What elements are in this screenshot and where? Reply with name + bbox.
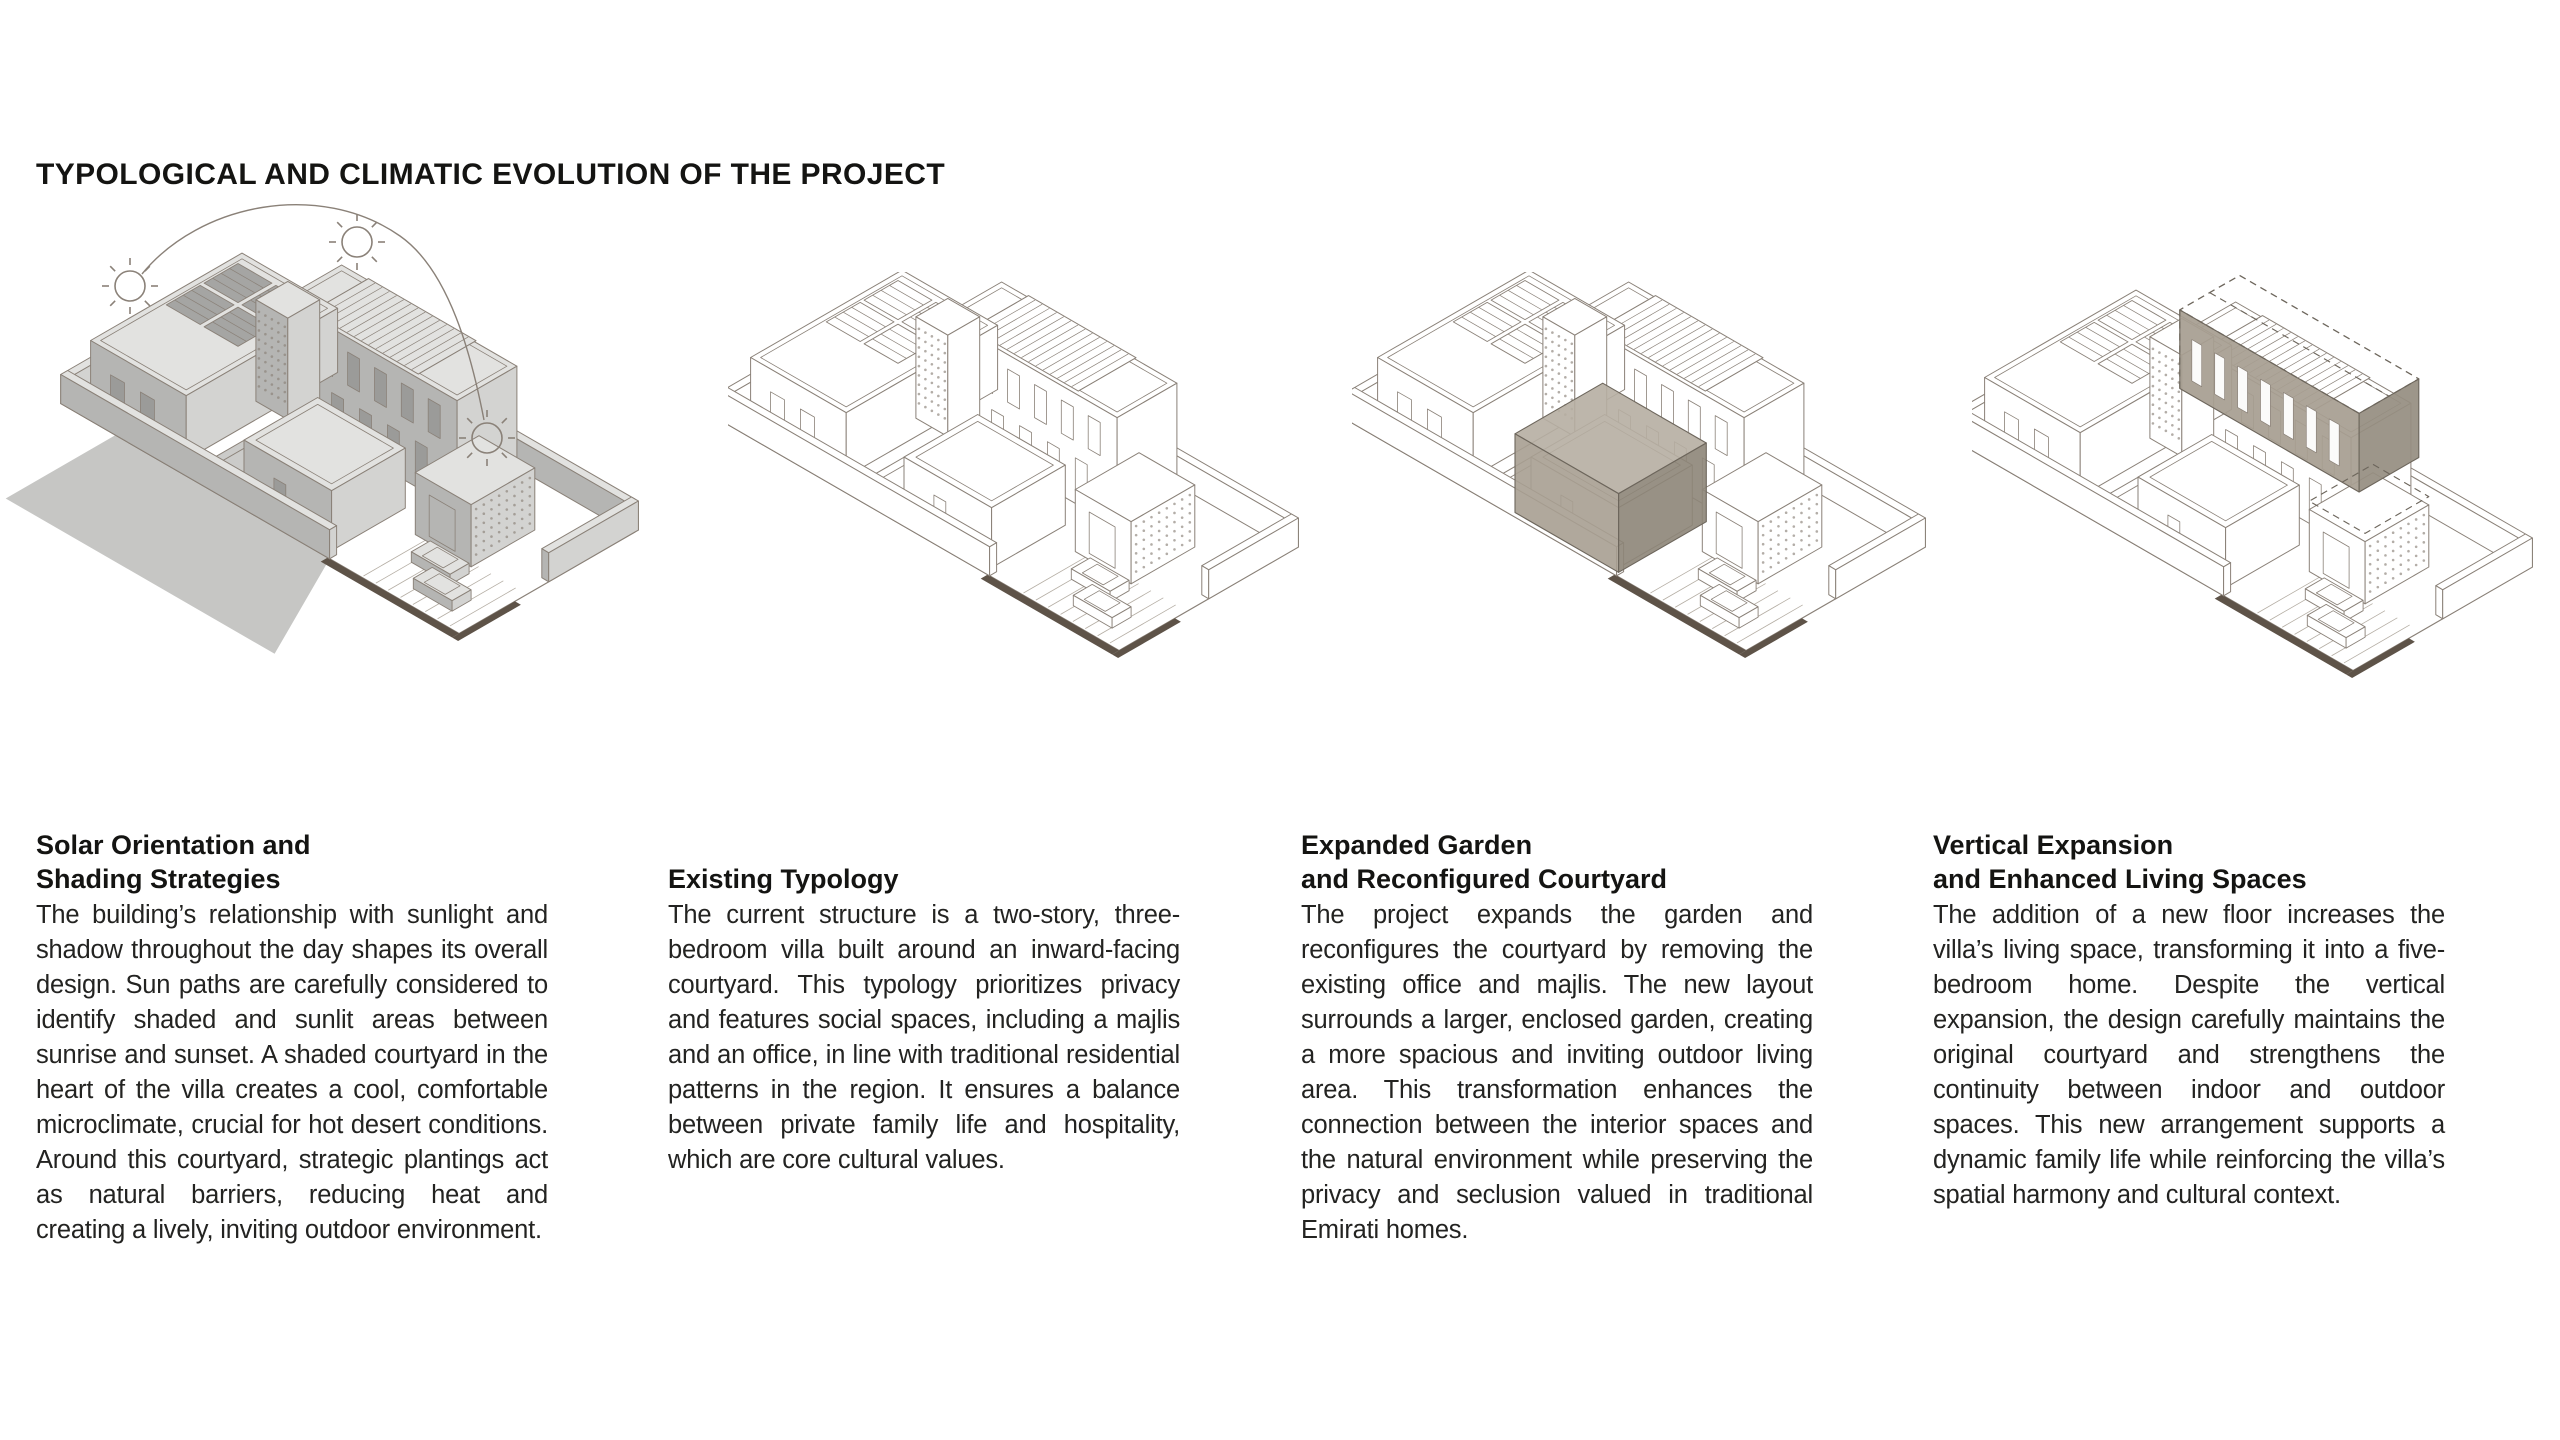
panel-heading <box>1301 828 1813 896</box>
panel-expanded-garden <box>1301 828 1813 1248</box>
panel-heading-line: Shading Strategies <box>36 864 281 894</box>
panel-vertical-expansion <box>1933 828 2445 1213</box>
panel-heading <box>1933 828 2445 896</box>
panel-existing-typology <box>668 828 1180 1178</box>
panel-heading-line: and Reconfigured Courtyard <box>1301 864 1668 894</box>
panel-heading-line: and Enhanced Living Spaces <box>1933 864 2307 894</box>
solar-shading-axonometric <box>0 178 720 838</box>
panel-heading-line: Expanded Garden <box>1301 830 1533 860</box>
panel-body-text: The project expands the garden and reconfigures the courtyard by removing the existing office and majlis. The new layout surrounds a larger, enclosed garden, creating a more spacious and inviting outdoor living area. This transformation enhances the connection between the interior spaces and the natural environment while preserving the privacy and seclusion valued in traditional Emirati homes. <box>1301 901 1813 1244</box>
panel-heading <box>668 828 1180 896</box>
vertical-expansion-axonometric <box>1972 272 2560 812</box>
panel-body-text: The addition of a new floor increases the villa’s living space, transforming it into a five-bedroom home. Despite the vertical expansion, the design carefully maintains the original courtyard and strengthens the continuity between indoor and outdoor spaces. This new arrangement supports a dynamic family life while reinforcing the villa’s spatial harmony and cultural context. <box>1933 901 2445 1209</box>
panel-heading-line: Existing Typology <box>668 864 899 894</box>
panel-heading-line: Solar Orientation and <box>36 830 311 860</box>
panel-body-text: The building’s relationship with sunlight and shadow throughout the day shapes its overall design. Sun paths are carefully considered to identify shaded and sunlit areas between sunrise and sunset. A shaded courtyard in the heart of the villa creates a cool, comfortable microclimate, crucial for hot desert conditions. Around this courtyard, strategic plantings act as natural barriers, reducing heat and creating a lively, inviting outdoor environment. <box>36 901 548 1244</box>
panel-heading-line: Vertical Expansion <box>1933 830 2174 860</box>
panel-heading <box>36 828 548 896</box>
existing-typology-axonometric <box>728 272 1328 812</box>
page-title: TYPOLOGICAL AND CLIMATIC EVOLUTION OF THE PROJECT <box>36 158 946 191</box>
panel-body-text: The current structure is a two-story, three-bedroom villa built around an inward-facing courtyard. This typology prioritizes privacy and features social spaces, including a majlis and an office, in line with traditional residential patterns in the region. It ensures a balance between private family life and hospitality, which are core cultural values. <box>668 901 1180 1174</box>
panel-solar-orientation <box>36 828 548 1248</box>
expanded-garden-axonometric <box>1352 272 1962 812</box>
